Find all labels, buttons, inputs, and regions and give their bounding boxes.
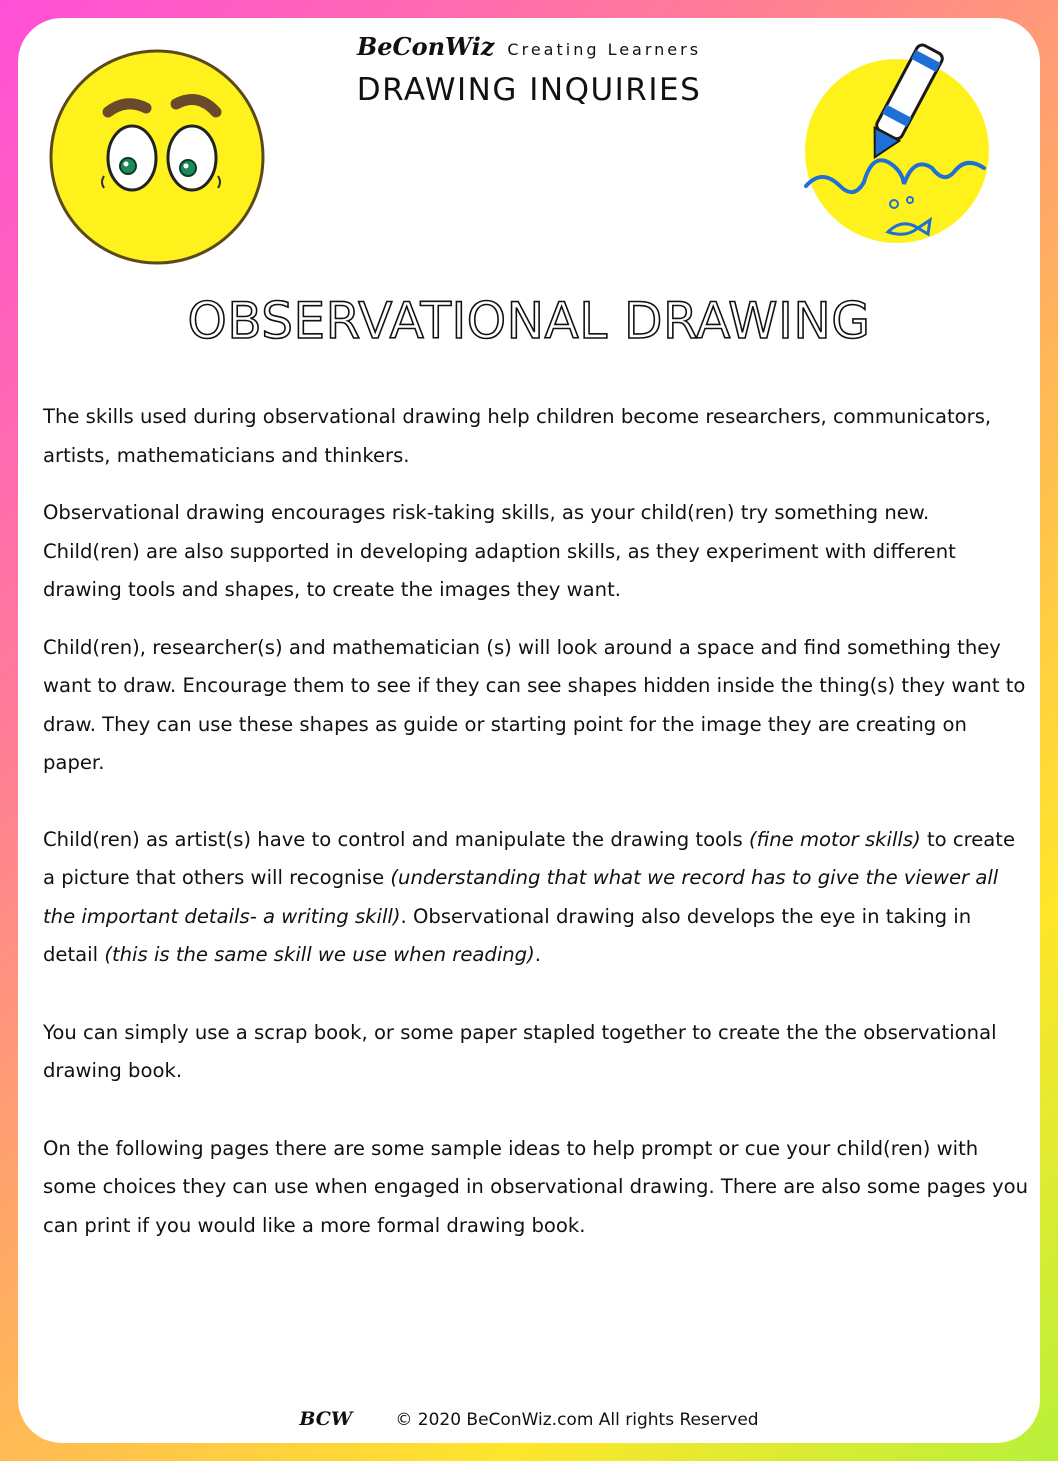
paragraph-5: You can simply use a scrap book, or some paper stapled together to create the the observational drawing book. [43,1020,997,1082]
page-title: OBSERVATIONAL DRAWING [187,292,871,350]
footer-logo: BCW [299,1408,353,1430]
brand-name: BeConWiz [356,32,495,61]
paragraph-3: Child(ren), researcher(s) and mathematician (s) will look around a space and find something they want to draw. Encourage them to see if they can see shapes hidden inside the thing(s) they want to draw. They can use these shapes as guide or starting point for the image they are creating on paper. [43,635,1026,774]
paragraph-2: Observational drawing encourages risk-taking skills, as your child(ren) try something new. Child(ren) are also supported in developing adaption skills, as they experiment with different drawing tools and shapes, to create the images they want. [43,501,956,601]
footer-copyright: © 2020 BeConWiz.com All rights Reserved [395,1410,759,1430]
brand-line [18,32,1040,61]
paragraph-4 [43,821,1028,975]
page [18,18,1040,1443]
paragraph-4-text-1: Child(ren) as artist(s) have to control and manipulate the drawing tools [43,827,749,851]
paragraph-6: On the following pages there are some sample ideas to help prompt or cue your child(ren) with some choices they can use when engaged in observational drawing. There are also some pages you can print if you would like a more formal drawing book. [43,1136,1028,1237]
paragraph-4-text-3: . Observational drawing also develops the eye in taking in detail [43,904,972,966]
section-title: DRAWING INQUIRIES [356,72,702,108]
footer [18,1408,1040,1430]
paragraph-4-italic-1: (fine motor skills) [748,827,921,851]
paragraph-4-italic-3: (this is the same skill we use when reading) [104,943,535,966]
brand-tagline: Creating Learners [507,40,702,59]
crayon-drawing-icon [792,36,1002,246]
body-text [43,398,1028,1245]
paragraph-4-text-2: to create a picture that others will recognise [43,827,1016,889]
paragraph-4-text-4: . [534,943,541,966]
paragraph-4-italic-2: (understanding that what we record has to give the viewer all the important details- a writing skill) [43,866,999,928]
paragraph-1: The skills used during observational drawing help children become researchers, communicators, artists, mathematicians and thinkers. [43,405,992,467]
